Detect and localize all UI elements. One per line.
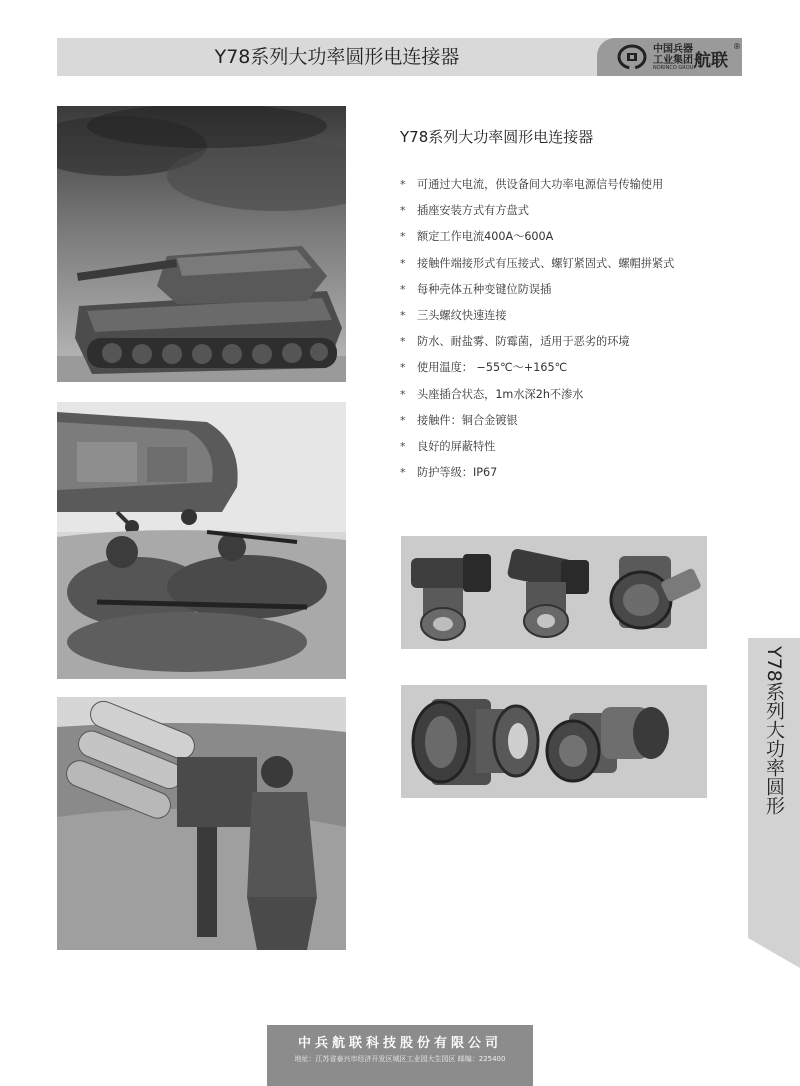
feature-item: * 防护等级：IP67 xyxy=(400,460,674,486)
page-title: Y78系列大功率圆形电连接器 xyxy=(214,46,460,68)
feature-item: * 使用温度： −55℃～+165℃ xyxy=(400,355,674,381)
norinco-logo-icon xyxy=(615,44,649,70)
feature-item: * 良好的屏蔽特性 xyxy=(400,434,674,460)
footer-company-name: 中兵航联科技股份有限公司 xyxy=(297,1036,502,1051)
bullet-icon: * xyxy=(400,256,406,270)
feature-item: * 三头螺纹快速连接 xyxy=(400,303,674,329)
header-bar xyxy=(57,38,742,76)
feature-item: * 插座安装方式有方盘式 xyxy=(400,198,674,224)
footer-address: 地址：江苏省泰兴市经济开发区城区工业园大生园区 邮编：225400 xyxy=(294,1055,506,1063)
bullet-icon: * xyxy=(400,361,406,375)
footer xyxy=(267,1025,533,1086)
bullet-icon: * xyxy=(400,308,406,322)
registered-mark: ® xyxy=(733,42,741,51)
logo-en-text: NORINCO GROUP xyxy=(653,65,697,71)
bullet-icon: * xyxy=(400,204,406,218)
bullet-icon: * xyxy=(400,335,406,349)
bullet-icon: * xyxy=(400,230,406,244)
helicopter-soldiers-photo xyxy=(57,402,346,679)
tank-photo xyxy=(57,106,346,382)
feature-item: * 防水、耐盐雾、防霉菌，适用于恶劣的环境 xyxy=(400,329,674,355)
bullet-icon: * xyxy=(400,413,406,427)
logo-brand-text: 航联 xyxy=(694,51,728,71)
bullet-icon: * xyxy=(400,439,406,453)
logo-cn-text: 中国兵器 工业集团 xyxy=(653,44,693,66)
side-tab-label: Y78系列大功率圆形 xyxy=(763,646,785,815)
feature-item: * 头座插合状态，1m水深2h不渗水 xyxy=(400,382,674,408)
feature-item: * 接触件端接形式有压接式、螺钉紧固式、螺帽拼紧式 xyxy=(400,251,674,277)
bullet-icon: * xyxy=(400,178,406,191)
company-logo xyxy=(597,38,742,76)
connector-product-photo-1 xyxy=(401,536,707,649)
bullet-icon: * xyxy=(400,466,406,480)
feature-item: * 每种壳体五种变键位防误插 xyxy=(400,277,674,303)
feature-item: * 额定工作电流400A～600A xyxy=(400,224,674,250)
feature-list xyxy=(400,172,674,486)
missile-launcher-photo xyxy=(57,697,346,950)
bullet-icon: * xyxy=(400,282,406,296)
section-title: Y78系列大功率圆形电连接器 xyxy=(400,128,594,146)
feature-item: * 可通过大电流，供设备间大功率电源信号传输使用 xyxy=(400,172,674,198)
bullet-icon: * xyxy=(400,387,406,401)
connector-product-photo-2 xyxy=(401,685,707,798)
feature-item: * 接触件：铜合金镀银 xyxy=(400,408,674,434)
